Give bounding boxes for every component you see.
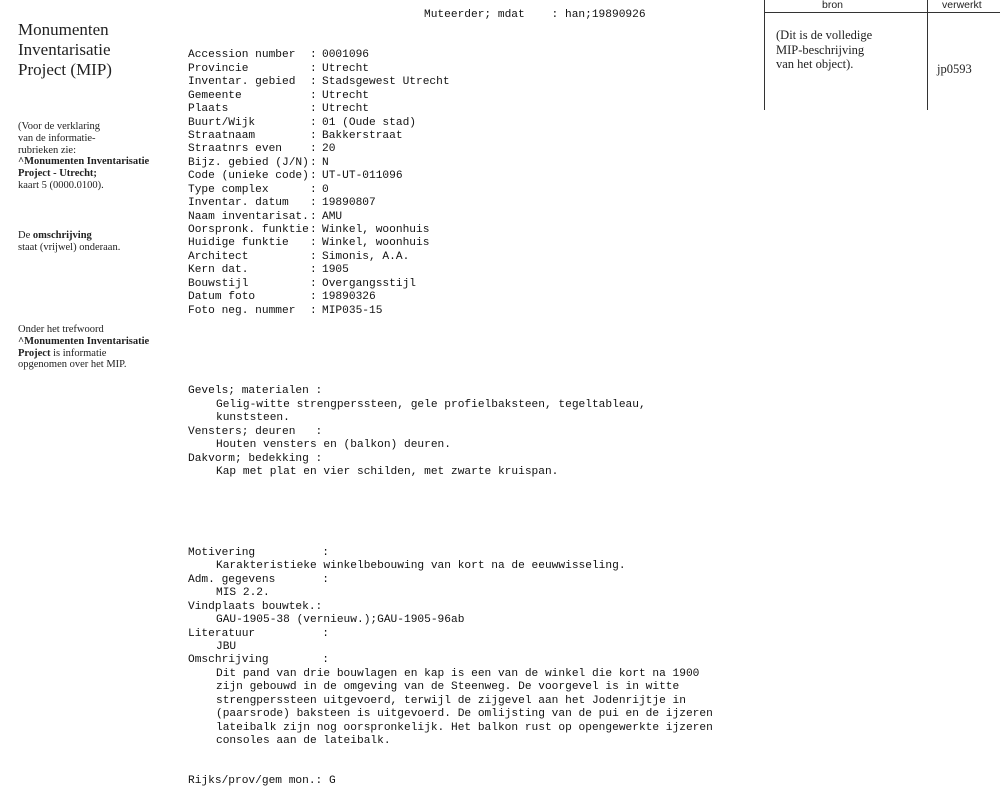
field-row bbox=[188, 278, 748, 291]
section-heading: Adm. gegevens : bbox=[188, 573, 329, 586]
description-note: De omschrijving staat (vrijwel) onderaan. bbox=[18, 230, 121, 253]
field-row bbox=[188, 237, 748, 250]
verwerkt-cell: jp0593 bbox=[937, 62, 972, 76]
field-row bbox=[188, 211, 748, 224]
field-value: Simonis, A.A. bbox=[322, 250, 410, 263]
field-separator: : bbox=[310, 62, 317, 75]
field-label: Type complex bbox=[188, 183, 269, 196]
field-separator: : bbox=[310, 143, 317, 156]
field-label: Straatnrs even bbox=[188, 143, 282, 156]
field-value: N bbox=[322, 156, 329, 169]
keyword-note: Onder het trefwoord ^Monumenten Inventarisatie Project is informatie opgenomen over het MIP. bbox=[18, 324, 150, 371]
motivation-sections bbox=[188, 547, 748, 749]
section bbox=[188, 654, 748, 748]
section-heading: Vensters; deuren : bbox=[188, 425, 323, 438]
muteerder-field: Muteerder; mdat : han;19890926 bbox=[424, 9, 646, 21]
field-separator: : bbox=[310, 116, 317, 129]
field-row bbox=[188, 143, 748, 156]
section-line: Karakteristieke winkelbebouwing van kort na de eeuwwisseling. bbox=[216, 560, 626, 573]
field-label: Kern dat. bbox=[188, 264, 249, 277]
section-line: MIS 2.2. bbox=[216, 587, 270, 600]
field-value: Utrecht bbox=[322, 103, 369, 116]
field-value: 1905 bbox=[322, 264, 349, 277]
field-separator: : bbox=[310, 197, 317, 210]
field-row bbox=[188, 224, 748, 237]
section-heading: Motivering : bbox=[188, 546, 329, 559]
section-line: kunststeen. bbox=[216, 412, 290, 425]
field-row bbox=[188, 184, 748, 197]
field-row bbox=[188, 305, 748, 318]
field-label: Provincie bbox=[188, 62, 249, 75]
field-label: Oorspronk. funktie bbox=[188, 224, 309, 237]
section bbox=[188, 453, 748, 480]
field-label: Inventar. datum bbox=[188, 197, 289, 210]
field-row bbox=[188, 264, 748, 277]
section-line: lateibalk zijn nog oorspronkelijk. Het balkon rust op opengewerkte ijzeren bbox=[216, 721, 713, 734]
field-value: Winkel, woonhuis bbox=[322, 224, 430, 237]
section-line: Dit pand van drie bouwlagen en kap is een van de winkel die kort na 1900 bbox=[216, 667, 700, 680]
section bbox=[188, 601, 748, 628]
title-line: Project (MIP) bbox=[18, 60, 112, 79]
field-label: Foto neg. nummer bbox=[188, 304, 296, 317]
field-row bbox=[188, 251, 748, 264]
field-row bbox=[188, 76, 748, 89]
field-value: Utrecht bbox=[322, 62, 369, 75]
field-value: 0 bbox=[322, 183, 329, 196]
field-row bbox=[188, 197, 748, 210]
field-separator: : bbox=[310, 304, 317, 317]
field-label: Naam inventarisat. bbox=[188, 210, 309, 223]
field-value: 0001096 bbox=[322, 49, 369, 62]
field-value: MIP035-15 bbox=[322, 304, 383, 317]
field-separator: : bbox=[310, 224, 317, 237]
field-row bbox=[188, 170, 748, 183]
field-separator: : bbox=[310, 277, 317, 290]
field-label: Gemeente bbox=[188, 89, 242, 102]
section bbox=[188, 574, 748, 601]
materials-sections bbox=[188, 385, 748, 479]
field-separator: : bbox=[310, 76, 317, 89]
field-value: AMU bbox=[322, 210, 343, 223]
field-value: 01 (Oude stad) bbox=[322, 116, 416, 129]
field-row bbox=[188, 291, 748, 304]
field-value: Overgangsstijl bbox=[322, 277, 416, 290]
field-row bbox=[188, 63, 748, 76]
title-line: Inventarisatie bbox=[18, 40, 111, 59]
field-separator: : bbox=[310, 250, 317, 263]
field-separator: : bbox=[310, 291, 317, 304]
section-heading: Vindplaats bouwtek.: bbox=[188, 600, 323, 613]
section-heading: Dakvorm; bedekking : bbox=[188, 452, 323, 465]
section bbox=[188, 547, 748, 574]
field-row bbox=[188, 130, 748, 143]
field-value: 19890326 bbox=[322, 291, 376, 304]
field-label: Inventar. gebied bbox=[188, 76, 296, 89]
field-label: Straatnaam bbox=[188, 129, 256, 142]
field-label: Bouwstijl bbox=[188, 277, 249, 290]
field-value: Stadsgewest Utrecht bbox=[322, 76, 450, 89]
mip-record bbox=[188, 9, 748, 802]
section-heading: Omschrijving : bbox=[188, 654, 329, 667]
section-line: Gelig-witte strengperssteen, gele profielbaksteen, tegeltableau, bbox=[216, 398, 646, 411]
section-line: Houten vensters en (balkon) deuren. bbox=[216, 439, 451, 452]
field-value: UT-UT-011096 bbox=[322, 170, 403, 183]
legend-note: (Voor de verklaring van de informatie- rubrieken zie: ^Monumenten Inventarisatie Project - Utrecht; kaart 5 (0000.0100). bbox=[18, 121, 150, 191]
field-value: Winkel, woonhuis bbox=[322, 237, 430, 250]
bron-cell: (Dit is de volledige MIP-beschrijving van het object). bbox=[776, 28, 873, 71]
section-heading: Gevels; materialen : bbox=[188, 385, 323, 398]
field-separator: : bbox=[310, 49, 317, 62]
column-header-bron: bron bbox=[822, 0, 844, 11]
field-separator: : bbox=[310, 210, 317, 223]
field-row bbox=[188, 90, 748, 103]
field-value: 19890807 bbox=[322, 197, 376, 210]
field-separator: : bbox=[310, 264, 317, 277]
mip-title bbox=[18, 20, 112, 80]
field-row bbox=[188, 117, 748, 130]
field-separator: : bbox=[310, 129, 317, 142]
field-label: Huidige funktie bbox=[188, 237, 289, 250]
field-label: Buurt/Wijk bbox=[188, 116, 256, 129]
section-line: Kap met plat en vier schilden, met zwarte kruispan. bbox=[216, 466, 559, 479]
field-separator: : bbox=[310, 183, 317, 196]
section-line: GAU-1905-38 (vernieuw.);GAU-1905-96ab bbox=[216, 614, 465, 627]
section-heading: Literatuur : bbox=[188, 627, 329, 640]
field-label: Code (unieke code) bbox=[188, 170, 309, 183]
field-value: Utrecht bbox=[322, 89, 369, 102]
field-label: Architect bbox=[188, 250, 249, 263]
rijks-field: Rijks/prov/gem mon.: G bbox=[188, 775, 336, 788]
section bbox=[188, 385, 748, 425]
field-separator: : bbox=[310, 156, 317, 169]
section-line: consoles aan de lateibalk. bbox=[216, 735, 391, 748]
title-line: Monumenten bbox=[18, 20, 109, 39]
field-label: Accession number bbox=[188, 49, 296, 62]
field-row bbox=[188, 157, 748, 170]
section-line: zijn gebouwd in de omgeving van de Steenweg. De voorgevel is in witte bbox=[216, 681, 680, 694]
field-value: 20 bbox=[322, 143, 336, 156]
section-line: strengperssteen uitgevoerd, terwijl de zijgevel aan het Jodenrijtje in bbox=[216, 694, 686, 707]
section-line: JBU bbox=[216, 640, 237, 653]
field-list bbox=[188, 49, 748, 318]
column-header-verwerkt: verwerkt bbox=[942, 0, 982, 11]
field-label: Datum foto bbox=[188, 291, 256, 304]
field-label: Bijz. gebied (J/N) bbox=[188, 156, 309, 169]
field-separator: : bbox=[310, 89, 317, 102]
section-line: (paarsrode) baksteen is uitgevoerd. De omlijsting van de pui en de ijzeren bbox=[216, 708, 713, 721]
field-separator: : bbox=[310, 103, 317, 116]
side-table bbox=[764, 0, 1000, 110]
field-row bbox=[188, 103, 748, 116]
section bbox=[188, 426, 748, 453]
section bbox=[188, 628, 748, 655]
field-separator: : bbox=[310, 237, 317, 250]
field-separator: : bbox=[310, 170, 317, 183]
field-label: Plaats bbox=[188, 103, 229, 116]
field-row bbox=[188, 49, 748, 62]
field-value: Bakkerstraat bbox=[322, 129, 403, 142]
